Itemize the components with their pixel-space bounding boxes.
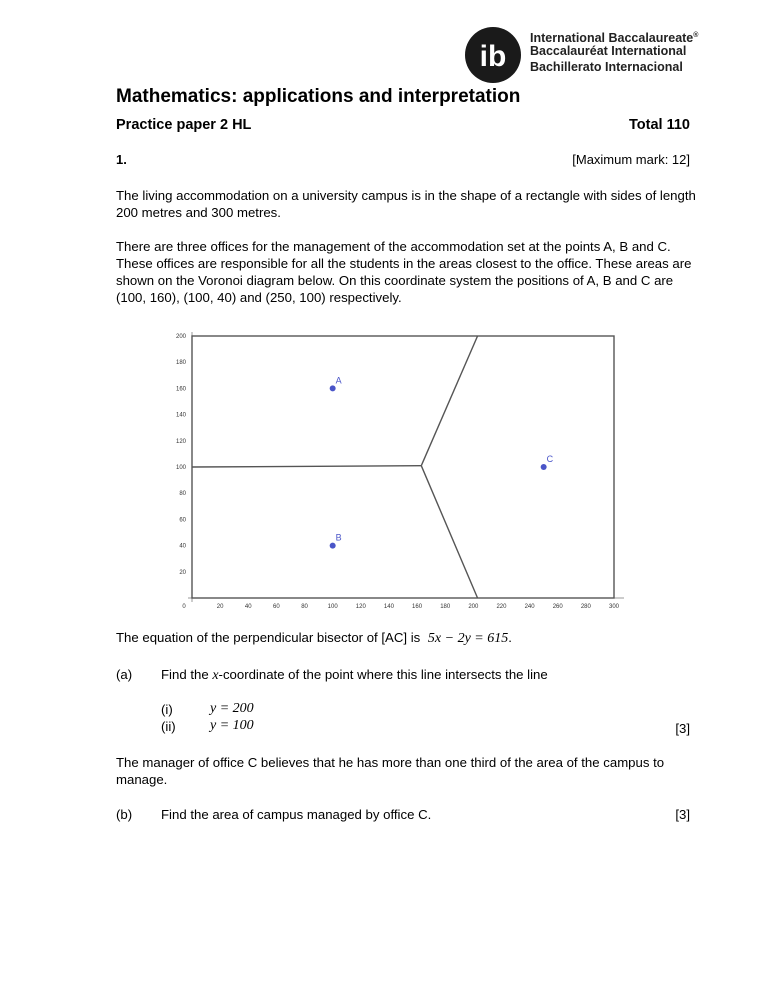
question-para-2: There are three offices for the management of the accommodation set at the points A, B and C. These offices are responsible for all the students in the areas closest to the office. These areas are shown on the Voronoi diagram below. On this coordinate system the positions of A, B and C are (100, 160), (100, 40) and (250, 100) respectively. <box>116 239 692 305</box>
part-a-i-label: (i) <box>161 702 173 717</box>
x-tick-label: 100 <box>327 604 338 610</box>
x-tick-label: 260 <box>552 604 563 610</box>
part-a-ii-label: (ii) <box>161 719 176 734</box>
part-b-label: (b) <box>116 807 133 822</box>
part-a-i-eq: y = 200 <box>210 701 254 716</box>
bisector-line <box>116 630 512 647</box>
office-point-b <box>330 543 336 549</box>
part-b-marks: [3] <box>675 807 690 822</box>
org-line-1: International Baccalaureate <box>530 31 694 46</box>
registered-mark: ® <box>693 32 699 39</box>
voronoi-diagram <box>172 328 634 610</box>
x-tick-label: 300 <box>608 604 620 610</box>
x-tick-label: 0 <box>182 604 186 610</box>
question-para-1: The living accommodation on a university campus is in the shape of a rectangle with sides of length 200 metres and 300 metres. <box>116 188 696 220</box>
part-a-var: x <box>212 668 219 683</box>
office-label-c: C <box>546 454 554 464</box>
voronoi-edge <box>421 336 477 466</box>
y-tick-label: 60 <box>179 517 186 524</box>
x-tick-label: 80 <box>301 604 308 610</box>
logo-mark: ib <box>479 40 507 73</box>
bisector-equation: 5x − 2y = 615 <box>427 631 509 646</box>
voronoi-edge <box>421 466 477 598</box>
y-tick-label: 180 <box>175 360 186 367</box>
part-a-text <box>161 667 548 684</box>
x-tick-label: 120 <box>355 604 366 610</box>
question-number: 1. <box>116 152 127 167</box>
x-tick-label: 200 <box>468 604 479 610</box>
x-tick-label: 220 <box>496 604 507 610</box>
paper-label: Practice paper 2 HL <box>116 117 252 133</box>
part-a-marks: [3] <box>675 721 690 736</box>
bisector-end: . <box>508 630 512 645</box>
x-tick-label: 20 <box>216 604 224 610</box>
y-tick-label: 200 <box>175 334 186 340</box>
office-point-c <box>541 464 547 470</box>
voronoi-edge <box>192 466 421 467</box>
page-title: Mathematics: applications and interpretation <box>116 86 521 107</box>
y-tick-label: 100 <box>175 465 186 471</box>
y-tick-label: 120 <box>175 438 186 445</box>
office-label-b: B <box>335 532 342 543</box>
bisector-text: The equation of the perpendicular bisector of [AC] is <box>116 630 421 645</box>
office-label-a: A <box>335 375 342 386</box>
part-a-text-before: Find the <box>161 667 209 682</box>
org-line-2: Baccalauréat International <box>530 44 687 58</box>
office-point-a <box>330 385 336 391</box>
x-tick-label: 40 <box>244 604 252 610</box>
part-a-label: (a) <box>116 667 133 682</box>
part-a-ii-eq: y = 100 <box>210 718 254 733</box>
x-tick-label: 280 <box>580 604 591 610</box>
y-tick-label: 80 <box>179 491 186 498</box>
y-tick-label: 40 <box>179 543 186 550</box>
x-tick-label: 140 <box>383 604 394 610</box>
x-tick-label: 240 <box>524 604 535 610</box>
part-a-text-after: -coordinate of the point where this line intersects the line <box>218 667 548 682</box>
y-tick-label: 20 <box>179 569 186 576</box>
max-mark: [Maximum mark: 12] <box>572 152 690 167</box>
x-tick-label: 180 <box>440 604 451 610</box>
ib-logo <box>464 26 522 84</box>
part-b-text: Find the area of campus managed by office C. <box>161 807 432 822</box>
ib-logo-icon <box>464 26 522 84</box>
y-tick-label: 160 <box>175 386 186 393</box>
y-tick-label: 140 <box>175 412 186 419</box>
total-label: Total 110 <box>629 117 690 133</box>
x-tick-label: 160 <box>412 604 423 610</box>
org-line-3: Bachillerato Internacional <box>530 60 683 74</box>
manager-text: The manager of office C believes that he has more than one third of the area of the campus to manage. <box>116 755 665 787</box>
x-tick-label: 60 <box>273 604 280 610</box>
